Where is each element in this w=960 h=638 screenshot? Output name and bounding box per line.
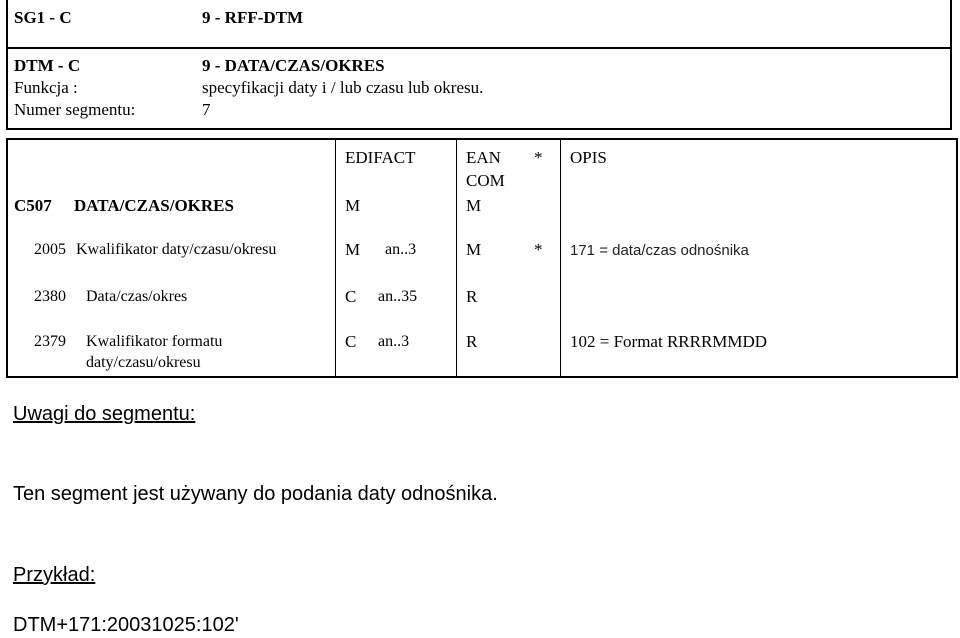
element-format: an..3 bbox=[378, 333, 410, 350]
element-status: C bbox=[345, 287, 357, 306]
element-format: an..3 bbox=[385, 241, 417, 258]
numer-label: Numer segmentu: bbox=[14, 100, 136, 119]
col-header-com: COM bbox=[466, 171, 505, 190]
segment-header-box bbox=[6, 0, 952, 130]
element-code: 2005 bbox=[34, 241, 66, 258]
element-format: an..35 bbox=[378, 288, 418, 305]
element-status: C bbox=[345, 332, 357, 351]
col-header-opis: OPIS bbox=[570, 148, 607, 167]
composite-name: DATA/CZAS/OKRES bbox=[74, 196, 234, 215]
composite-ean-status: M bbox=[466, 196, 482, 215]
element-name: Kwalifikator formatu bbox=[86, 333, 223, 350]
numer-value: 7 bbox=[202, 100, 211, 119]
uwagi-text: Ten segment jest używany do podania daty odnośnika. bbox=[13, 483, 498, 505]
przyklad-label: Przykład: bbox=[13, 564, 96, 586]
column-divider bbox=[456, 140, 457, 376]
element-ean-status: R bbox=[466, 332, 478, 351]
element-code: 2380 bbox=[34, 288, 66, 305]
przyklad-text: DTM+171:20031025:102' bbox=[13, 614, 239, 636]
element-name: Data/czas/okres bbox=[86, 288, 188, 305]
element-name-continued: daty/czasu/okresu bbox=[86, 354, 201, 371]
element-opis: 171 = data/czas odnośnika bbox=[570, 242, 749, 259]
element-name: Kwalifikator daty/czasu/okresu bbox=[76, 241, 277, 258]
composite-edifact-status: M bbox=[345, 196, 361, 215]
column-divider bbox=[560, 140, 561, 376]
segment-group-label: SG1 - C bbox=[14, 8, 72, 27]
segment-group-value: 9 - RFF-DTM bbox=[202, 8, 304, 27]
element-code: 2379 bbox=[34, 333, 66, 350]
uwagi-label: Uwagi do segmentu: bbox=[13, 403, 196, 425]
element-ean-status: R bbox=[466, 287, 478, 306]
col-header-star: * bbox=[534, 148, 543, 167]
column-divider bbox=[335, 140, 336, 376]
col-header-ean: EAN bbox=[466, 148, 501, 167]
dtm-label: DTM - C bbox=[14, 56, 81, 75]
composite-code: C507 bbox=[14, 196, 52, 215]
element-opis: 102 = Format RRRRMMDD bbox=[570, 332, 768, 351]
funkcja-value: specyfikacji daty i / lub czasu lub okresu. bbox=[202, 78, 484, 97]
element-ean-status: M bbox=[466, 240, 482, 259]
funkcja-label: Funkcja : bbox=[14, 78, 78, 97]
element-status: M bbox=[345, 240, 361, 259]
dtm-value: 9 - DATA/CZAS/OKRES bbox=[202, 56, 385, 75]
header-divider bbox=[6, 47, 952, 49]
element-star: * bbox=[534, 240, 543, 259]
col-header-edifact: EDIFACT bbox=[345, 148, 416, 167]
